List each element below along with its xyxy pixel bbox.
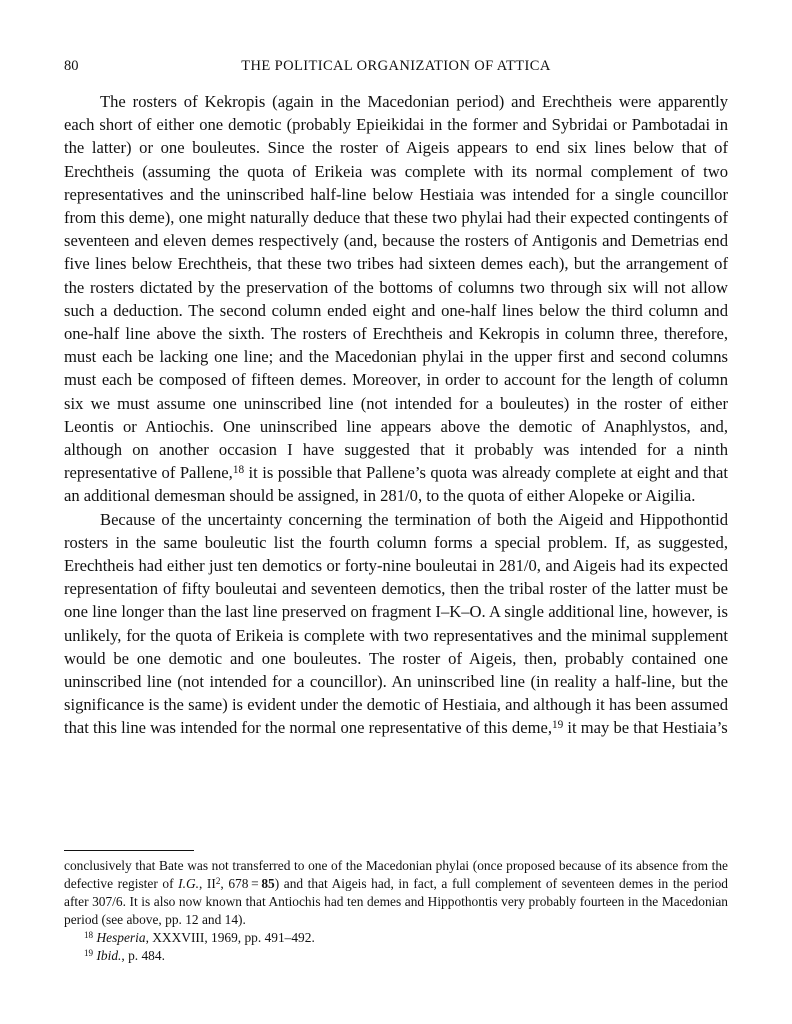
footnote-19-number: 19 bbox=[84, 947, 94, 958]
running-title: THE POLITICAL ORGANIZATION OF ATTICA bbox=[241, 58, 551, 74]
footnote-cont-text-c: , 678 = bbox=[220, 876, 262, 891]
footnote-19 bbox=[64, 947, 728, 965]
footnote-ref-18: 18 bbox=[232, 464, 245, 477]
footnote-18-text: , XXXVIII, 1969, pp. 491–492. bbox=[145, 930, 315, 945]
footnote-18-journal: Hesperia bbox=[96, 930, 146, 945]
footnotes bbox=[64, 857, 728, 965]
footnote-cont-sup: 2 bbox=[215, 875, 221, 886]
paragraph-1-text-b: it is possible that Pallene’s quota was already complete at eight and that an additional demesman should be assigned, in 281/0, to the quota of either Alopeke or Aigilia. bbox=[64, 463, 728, 506]
footnote-cont-text-a: conclusively that Bate was not transferred to one of the Macedonian phylai (once proposed because of its absence from the defective register of bbox=[64, 858, 728, 891]
paragraph-2-text-b: it may be that Hestiaia’s bbox=[563, 718, 728, 738]
footnote-19-ibid: Ibid. bbox=[96, 948, 122, 963]
paragraph-2 bbox=[64, 508, 728, 740]
page-header bbox=[64, 58, 728, 82]
footnote-19-text: , p. 484. bbox=[121, 948, 165, 963]
paragraph-1 bbox=[64, 90, 728, 508]
footnote-cont-ig: I.G. bbox=[178, 876, 199, 891]
footnote-rule bbox=[64, 850, 194, 851]
footnote-cont-bold: 85 bbox=[261, 876, 275, 891]
body-text bbox=[64, 90, 728, 740]
page-number: 80 bbox=[64, 58, 79, 74]
paragraph-1-text-a: The rosters of Kekropis (again in the Macedonian period) and Erechtheis were apparently each short of either one demotic (probably Epieikidai in the former and Sybridai or Pambotadai in the latter) or one bouleutes. Since the roster of Aigeis appears to end six lines below that of Erechtheis (assuming the quota of Erikeia was complete with its normal complement of two representatives and the uninscribed half-line below Hestiaia was intended for a single councillor from this deme), one might naturally deduce that these two phylai had their expected contingents of seventeen and eleven demes respectively (and, because the rosters of Antigonis and Demetrias end five lines below Erechtheis, that these two tribes had sixteen demes each), but the arrangement of the rosters dictated by the preservation of the bottoms of columns two through six will not allow such a deduction. The second column ended eight and one-half lines below the third column and one-half line above the sixth. The rosters of Erechtheis and Kekropis in column three, therefore, must each be lacking one line; and the Macedonian phylai in the upper first and second columns must each be composed of fifteen demes. Moreover, in order to account for the length of column six we must assume one uninscribed line (not intended for a bouleutes) in the roster of either Leontis or Antiochis. One uninscribed line appears above the demotic of Anaphlystos, and, although on another occasion I have suggested that it probably was intended for a ninth representative of Pallene, bbox=[64, 92, 728, 483]
paragraph-2-text-a: Because of the uncertainty concerning the termination of both the Aigeid and Hippothontid rosters in the same bouleutic list the fourth column forms a special problem. If, as suggested, Erechtheis had either just ten demotics or forty-nine bouleutai in 281/0, and Aigeis had its expected representation of fifty bouleutai and seventeen demotics, then the tribal roster of the latter must be one line longer than the last line preserved on fragment I–K–O. A single additional line, however, is unlikely, for the quota of Erikeia is complete with two representatives and the minimal supplement would be one demotic and one bouleutes. The roster of Aigeis, then, probably contained one uninscribed line (not intended for a councillor). An uninscribed line (in reality a half-line, but the significance is the same) is evident under the demotic of Hestiaia, and although it has been assumed that this line was intended for the normal one representative of this deme, bbox=[64, 509, 728, 738]
footnote-ref-19: 19 bbox=[551, 719, 564, 732]
footnote-cont-text-d: ) and that Aigeis had, in fact, a full complement of seventeen demes in the period after 307/6. It is also now known that Antiochis had ten demes and Hippothontis very probably fourteen in the Macedonian period (see above, pp. 12 and 14). bbox=[64, 876, 728, 927]
footnote-18-number: 18 bbox=[84, 929, 94, 940]
footnote-18 bbox=[64, 929, 728, 947]
footnote-continuation bbox=[64, 857, 728, 929]
footnote-cont-text-b: , II bbox=[198, 876, 216, 891]
